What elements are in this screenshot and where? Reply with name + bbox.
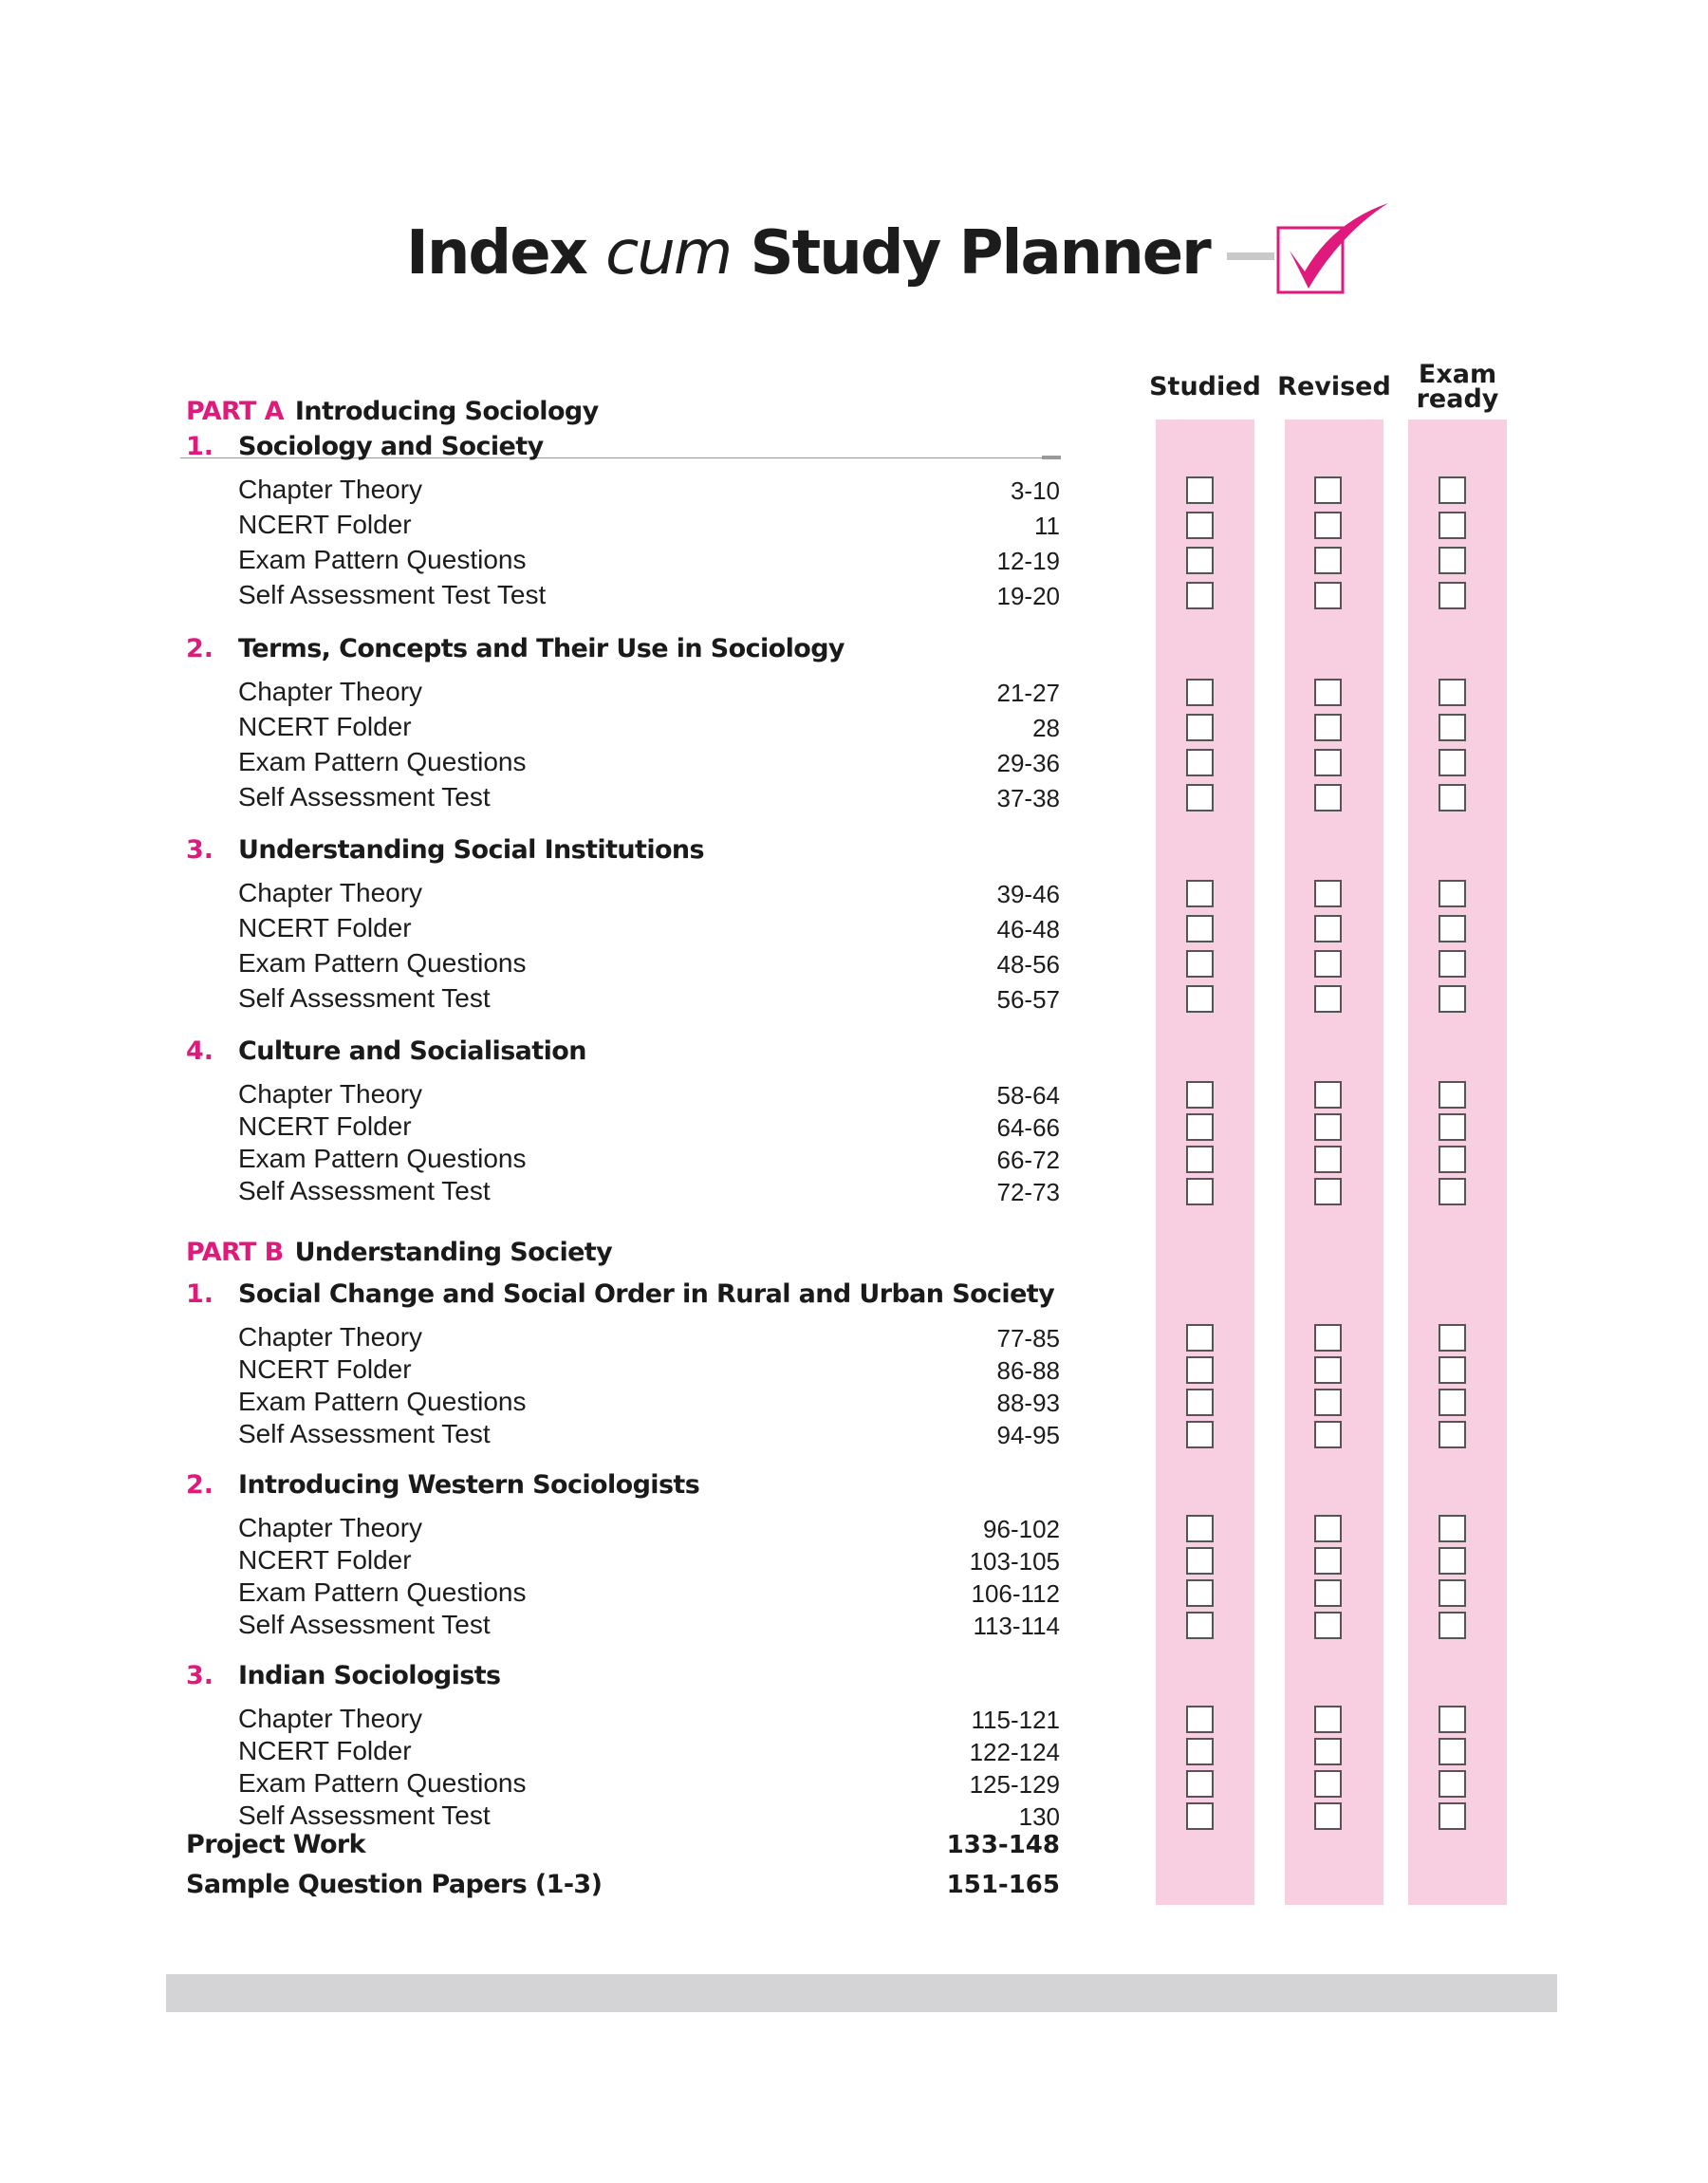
exam-ready-checkbox[interactable] (1439, 1178, 1466, 1205)
studied-checkbox[interactable] (1186, 950, 1214, 978)
studied-checkbox[interactable] (1186, 1421, 1214, 1448)
revised-checkbox[interactable] (1314, 714, 1342, 741)
chapter-number: 4. (186, 1036, 214, 1066)
part-tag: PART A (186, 397, 284, 426)
chapter-title: Sociology and Society (238, 432, 544, 461)
revised-checkbox[interactable] (1314, 1579, 1342, 1607)
column-header-revised: Revised (1277, 372, 1391, 401)
revised-checkbox[interactable] (1314, 679, 1342, 706)
item-label: NCERT Folder (238, 510, 412, 539)
studied-checkbox[interactable] (1186, 1515, 1214, 1542)
chapter-number: 2. (186, 1470, 214, 1500)
exam-ready-checkbox[interactable] (1439, 547, 1466, 574)
item-label: NCERT Folder (238, 913, 412, 942)
studied-checkbox[interactable] (1186, 1389, 1214, 1416)
exam-ready-checkbox[interactable] (1439, 512, 1466, 539)
item-label: NCERT Folder (238, 712, 412, 741)
revised-checkbox[interactable] (1314, 1706, 1342, 1733)
item-label: Chapter Theory (238, 1513, 423, 1542)
studied-checkbox[interactable] (1186, 1178, 1214, 1205)
exam-ready-checkbox[interactable] (1439, 714, 1466, 741)
exam-ready-checkbox[interactable] (1439, 1802, 1466, 1830)
studied-checkbox[interactable] (1186, 512, 1214, 539)
studied-checkbox[interactable] (1186, 985, 1214, 1013)
exam-ready-checkbox[interactable] (1439, 1113, 1466, 1141)
chapter-title: Social Change and Social Order in Rural and Urban Society (238, 1279, 1055, 1309)
studied-checkbox[interactable] (1186, 714, 1214, 741)
studied-checkbox[interactable] (1186, 1612, 1214, 1639)
item-label: Self Assessment Test (238, 1176, 491, 1205)
item-label: Self Assessment Test (238, 1801, 491, 1830)
checkmark-icon (1276, 201, 1390, 306)
title-text-italic: cum (605, 218, 732, 289)
studied-checkbox[interactable] (1186, 1706, 1214, 1733)
item-label: Exam Pattern Questions (238, 545, 527, 574)
item-label: NCERT Folder (238, 1354, 412, 1384)
exam-ready-checkbox[interactable] (1439, 1612, 1466, 1639)
exam-ready-checkbox[interactable] (1439, 1324, 1466, 1352)
item-pages: 19-20 (996, 582, 1060, 610)
item-pages: 122-124 (969, 1738, 1060, 1766)
item-label: Chapter Theory (238, 1079, 423, 1109)
revised-checkbox[interactable] (1314, 1146, 1342, 1173)
title-area (406, 201, 1390, 306)
revised-checkbox[interactable] (1314, 880, 1342, 907)
exam-ready-checkbox[interactable] (1439, 1515, 1466, 1542)
chapter-number: 1. (186, 432, 214, 461)
revised-checkbox[interactable] (1314, 1738, 1342, 1765)
revised-checkbox[interactable] (1314, 582, 1342, 609)
item-pages: 96-102 (983, 1515, 1060, 1543)
extra-pages: 151-165 (946, 1871, 1060, 1899)
item-pages: 64-66 (996, 1113, 1060, 1142)
chapter-title: Understanding Social Institutions (238, 835, 705, 865)
revised-checkbox[interactable] (1314, 476, 1342, 504)
column-header-word: Exam (1418, 360, 1497, 389)
revised-checkbox[interactable] (1314, 1421, 1342, 1448)
sample-papers-label: Sample Question Papers (1-3) (186, 1870, 603, 1899)
chapter-number: 1. (186, 1279, 214, 1309)
item-label: Exam Pattern Questions (238, 1144, 527, 1173)
item-label: Self Assessment Test (238, 1419, 491, 1448)
revised-checkbox[interactable] (1314, 784, 1342, 812)
exam-ready-checkbox[interactable] (1439, 950, 1466, 978)
item-pages: 39-46 (996, 880, 1060, 908)
revised-checkbox[interactable] (1314, 1802, 1342, 1830)
exam-ready-checkbox[interactable] (1439, 1770, 1466, 1798)
revised-checkbox[interactable] (1314, 985, 1342, 1013)
studied-checkbox[interactable] (1186, 749, 1214, 776)
item-label: Exam Pattern Questions (238, 747, 527, 776)
project-work-label: Project Work (186, 1830, 365, 1859)
item-pages: 130 (1018, 1802, 1060, 1831)
item-pages: 46-48 (996, 915, 1060, 943)
title-text-2: Study Planner (731, 218, 1210, 289)
studied-checkbox[interactable] (1186, 547, 1214, 574)
item-pages: 94-95 (996, 1421, 1060, 1449)
item-pages: 21-27 (996, 679, 1060, 707)
chapter-number: 3. (186, 835, 214, 865)
studied-checkbox[interactable] (1186, 1324, 1214, 1352)
item-pages: 12-19 (996, 547, 1060, 575)
revised-checkbox[interactable] (1314, 1389, 1342, 1416)
part-tag: PART B (186, 1238, 284, 1267)
exam-ready-checkbox[interactable] (1439, 880, 1466, 907)
revised-checkbox[interactable] (1314, 1324, 1342, 1352)
revised-checkbox[interactable] (1314, 1770, 1342, 1798)
extra-pages: 133-148 (946, 1831, 1060, 1859)
chapter-title: Culture and Socialisation (238, 1036, 586, 1066)
studied-checkbox[interactable] (1186, 1579, 1214, 1607)
item-label: Exam Pattern Questions (238, 1577, 527, 1607)
footer-bar (166, 1974, 1557, 2012)
chapter-title: Introducing Western Sociologists (238, 1470, 700, 1500)
item-label: Chapter Theory (238, 1704, 423, 1733)
exam-ready-checkbox[interactable] (1439, 1547, 1466, 1575)
item-label: Chapter Theory (238, 1322, 423, 1352)
exam-ready-checkbox[interactable] (1439, 1706, 1466, 1733)
revised-checkbox[interactable] (1314, 749, 1342, 776)
item-pages: 106-112 (971, 1579, 1060, 1608)
exam-ready-checkbox[interactable] (1439, 1738, 1466, 1765)
part-title: Understanding Society (294, 1238, 613, 1267)
item-pages: 58-64 (996, 1081, 1060, 1110)
studied-checkbox[interactable] (1186, 679, 1214, 706)
item-label: Exam Pattern Questions (238, 1387, 527, 1416)
revised-checkbox[interactable] (1314, 1178, 1342, 1205)
item-pages: 77-85 (996, 1324, 1060, 1353)
item-pages: 56-57 (996, 985, 1060, 1014)
exam-ready-checkbox[interactable] (1439, 784, 1466, 812)
chapter-title: Indian Sociologists (238, 1661, 501, 1690)
part-heading (186, 397, 599, 426)
studied-checkbox[interactable] (1186, 1146, 1214, 1173)
exam-ready-checkbox[interactable] (1439, 1579, 1466, 1607)
chapter-title: Terms, Concepts and Their Use in Sociology (238, 634, 845, 663)
revised-checkbox[interactable] (1314, 547, 1342, 574)
column-header-studied: Studied (1149, 372, 1261, 401)
studied-checkbox[interactable] (1186, 1738, 1214, 1765)
studied-checkbox[interactable] (1186, 1802, 1214, 1830)
studied-checkbox[interactable] (1186, 582, 1214, 609)
studied-checkbox[interactable] (1186, 1113, 1214, 1141)
exam-ready-checkbox[interactable] (1439, 1081, 1466, 1109)
exam-ready-checkbox[interactable] (1439, 1146, 1466, 1173)
exam-ready-checkbox[interactable] (1439, 476, 1466, 504)
studied-checkbox[interactable] (1186, 1770, 1214, 1798)
revised-checkbox[interactable] (1314, 1612, 1342, 1639)
revised-checkbox[interactable] (1314, 950, 1342, 978)
revised-checkbox[interactable] (1314, 915, 1342, 942)
exam-ready-checkbox[interactable] (1439, 582, 1466, 609)
studied-checkbox[interactable] (1186, 880, 1214, 907)
studied-checkbox[interactable] (1186, 476, 1214, 504)
revised-checkbox[interactable] (1314, 1356, 1342, 1384)
item-pages: 125-129 (969, 1770, 1060, 1799)
item-label: Self Assessment Test (238, 782, 491, 812)
item-pages: 11 (1034, 512, 1060, 540)
item-label: Exam Pattern Questions (238, 1768, 527, 1798)
exam-ready-checkbox[interactable] (1439, 915, 1466, 942)
item-pages: 88-93 (996, 1389, 1060, 1417)
exam-ready-checkbox[interactable] (1439, 1356, 1466, 1384)
exam-ready-checkbox[interactable] (1439, 1421, 1466, 1448)
item-pages: 66-72 (996, 1146, 1060, 1174)
exam-ready-checkbox[interactable] (1439, 985, 1466, 1013)
item-pages: 113-114 (973, 1612, 1060, 1640)
part-title: Introducing Sociology (294, 397, 599, 426)
divider-tab (1042, 456, 1061, 459)
title-text-1: Index (406, 218, 606, 289)
exam-ready-checkbox[interactable] (1439, 679, 1466, 706)
item-pages: 115-121 (971, 1706, 1060, 1734)
item-pages: 72-73 (996, 1178, 1060, 1206)
item-pages: 37-38 (996, 784, 1060, 812)
exam-ready-checkbox[interactable] (1439, 1389, 1466, 1416)
studied-checkbox[interactable] (1186, 1356, 1214, 1384)
studied-checkbox[interactable] (1186, 784, 1214, 812)
item-label: Chapter Theory (238, 878, 423, 907)
item-label: Chapter Theory (238, 475, 423, 504)
item-pages: 48-56 (996, 950, 1060, 979)
item-label: NCERT Folder (238, 1736, 412, 1765)
title-dash (1227, 252, 1274, 260)
item-label: NCERT Folder (238, 1111, 412, 1141)
column-header-word: ready (1416, 384, 1499, 414)
item-label: Self Assessment Test Test (238, 580, 547, 609)
item-label: Self Assessment Test (238, 1610, 491, 1639)
chapter-number: 3. (186, 1661, 214, 1690)
item-pages: 86-88 (996, 1356, 1060, 1385)
item-label: Chapter Theory (238, 677, 423, 706)
part-heading (186, 1238, 612, 1267)
column-header-exam-ready (1415, 360, 1500, 414)
revised-checkbox[interactable] (1314, 1081, 1342, 1109)
page-title (406, 218, 1210, 289)
item-pages: 103-105 (969, 1547, 1060, 1576)
revised-checkbox[interactable] (1314, 1547, 1342, 1575)
item-pages: 3-10 (1010, 476, 1060, 505)
item-label: NCERT Folder (238, 1545, 412, 1575)
item-pages: 29-36 (996, 749, 1060, 777)
studied-checkbox[interactable] (1186, 1081, 1214, 1109)
item-label: Exam Pattern Questions (238, 948, 527, 978)
revised-checkbox[interactable] (1314, 512, 1342, 539)
item-label: Self Assessment Test (238, 983, 491, 1013)
exam-ready-checkbox[interactable] (1439, 749, 1466, 776)
revised-checkbox[interactable] (1314, 1515, 1342, 1542)
revised-checkbox[interactable] (1314, 1113, 1342, 1141)
chapter-number: 2. (186, 634, 214, 663)
studied-checkbox[interactable] (1186, 915, 1214, 942)
studied-checkbox[interactable] (1186, 1547, 1214, 1575)
item-pages: 28 (1032, 714, 1060, 742)
